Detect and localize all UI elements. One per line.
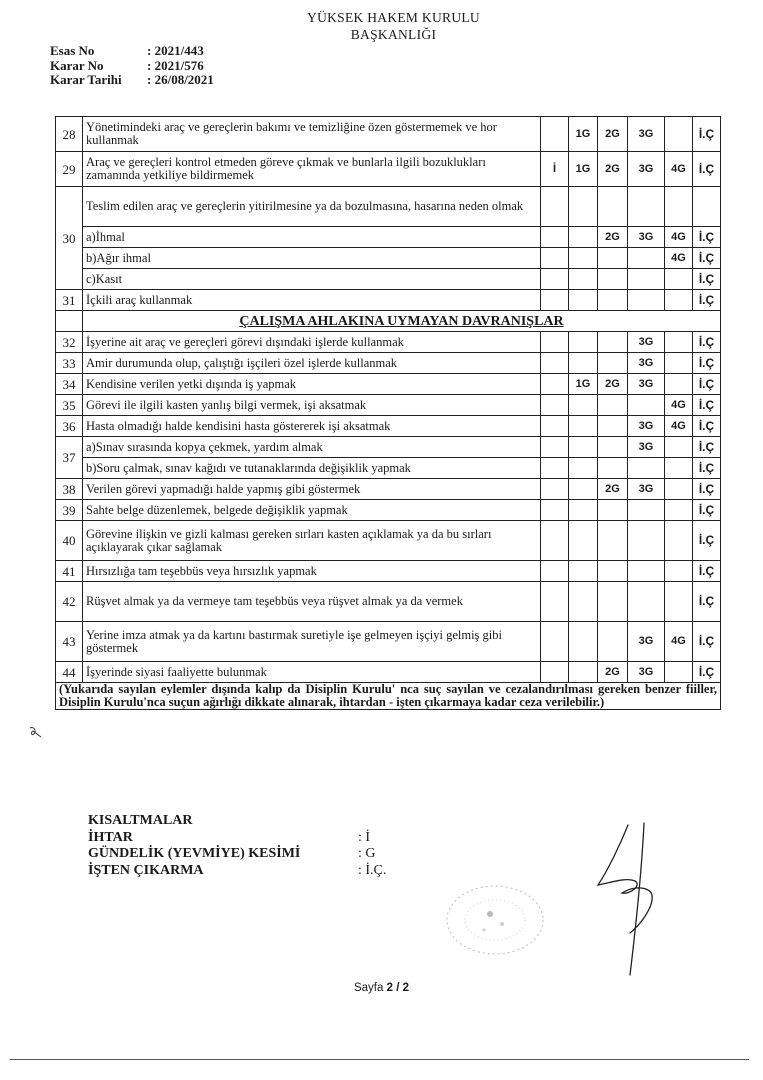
table-row: [56, 395, 721, 416]
penalty-cell: [569, 290, 598, 311]
penalty-cell: [598, 395, 628, 416]
row-description: b)Ağır ihmal: [83, 248, 541, 269]
row-description: b)Soru çalmak, sınav kağıdı ve tutanaklarında değişiklik yapmak: [83, 458, 541, 479]
penalty-cell: İ.Ç: [693, 374, 721, 395]
penalty-cell: İ.Ç: [693, 521, 721, 561]
penalty-cell: [541, 374, 569, 395]
penalty-cell: [541, 416, 569, 437]
penalty-cell: [665, 353, 693, 374]
penalty-cell: [541, 227, 569, 248]
penalty-cell: 2G: [598, 117, 628, 152]
table-row: [56, 152, 721, 187]
penalty-cell: 3G: [628, 353, 665, 374]
penalty-cell: İ.Ç: [693, 227, 721, 248]
row-number: 32: [56, 332, 83, 353]
penalty-cell: 3G: [628, 479, 665, 500]
penalty-cell: [665, 458, 693, 479]
row-description: Hasta olmadığı halde kendisini hasta göstererek işi aksatmak: [83, 416, 541, 437]
row-number: 43: [56, 622, 83, 662]
penalty-cell: [541, 248, 569, 269]
penalty-cell: [569, 332, 598, 353]
penalty-cell: 3G: [628, 152, 665, 187]
row-description: Amir durumunda olup, çalıştığı işçileri özel işlerde kullanmak: [83, 353, 541, 374]
penalty-cell: İ.Ç: [693, 269, 721, 290]
page-number: [0, 982, 763, 994]
faded-seal-icon: [440, 880, 550, 960]
row-description: Yerine imza atmak ya da kartını bastırmak suretiyle işe gelmeyen işçiyi gelmiş gibi göstermek: [83, 622, 541, 662]
row-description: Görevi ile ilgili kasten yanlış bilgi vermek, işi aksatmak: [83, 395, 541, 416]
penalty-cell: İ: [541, 152, 569, 187]
penalty-cell: 3G: [628, 332, 665, 353]
table-row: [56, 662, 721, 683]
row-number: 34: [56, 374, 83, 395]
section-heading: ÇALIŞMA AHLAKINA UYMAYAN DAVRANIŞLAR: [83, 311, 721, 332]
meta-row: [50, 44, 214, 59]
penalty-cell: [628, 521, 665, 561]
penalty-cell: [541, 622, 569, 662]
penalty-cell: [569, 561, 598, 582]
penalty-cell: İ.Ç: [693, 416, 721, 437]
penalty-cell: [665, 582, 693, 622]
penalty-cell: [665, 332, 693, 353]
table-row: [56, 353, 721, 374]
meta-value: : 26/08/2021: [147, 72, 214, 87]
penalty-table: [55, 116, 721, 710]
penalty-cell: [541, 582, 569, 622]
penalty-cell: [569, 500, 598, 521]
penalty-cell: [665, 437, 693, 458]
penalty-cell: İ.Ç: [693, 662, 721, 683]
penalty-cell: [541, 269, 569, 290]
penalty-cell: İ.Ç: [693, 458, 721, 479]
table-row: [56, 227, 721, 248]
row-description: c)Kasıt: [83, 269, 541, 290]
table-row: [56, 683, 721, 710]
penalty-cell: 4G: [665, 622, 693, 662]
abbreviation-value: : İ.Ç.: [358, 862, 387, 878]
penalty-cell: [628, 458, 665, 479]
penalty-cell: İ.Ç: [693, 248, 721, 269]
penalty-cell: İ.Ç: [693, 353, 721, 374]
abbreviation-key: İŞTEN ÇIKARMA: [88, 862, 204, 878]
row-description: Kendisine verilen yetki dışında iş yapmak: [83, 374, 541, 395]
penalty-cell: 3G: [628, 117, 665, 152]
penalty-cell: [598, 437, 628, 458]
table-row: [56, 479, 721, 500]
closing-note: (Yukarıda sayılan eylemler dışında kalıp da Disiplin Kurulu' nca suç sayılan ve cezalandırılması gereken benzer fiiller, Disiplin Kurulu'nca suçun ağırlığı dikkate alınarak, ihtardan - işten çıkarmaya kadar ceza verilebilir.): [56, 683, 721, 710]
penalty-cell: [628, 269, 665, 290]
penalty-cell: [628, 561, 665, 582]
penalty-cell: 4G: [665, 395, 693, 416]
row-number: 28: [56, 117, 83, 152]
page-label: Sayfa: [353, 982, 384, 994]
row-description: Görevine ilişkin ve gizli kalması gereken sırları kasten açıklamak ya da bu sırları açıklayarak çıkar sağlamak: [83, 521, 541, 561]
penalty-cell: [569, 269, 598, 290]
row-description: Teslim edilen araç ve gereçlerin yitirilmesine ya da bozulmasına, hasarına neden olmak: [83, 187, 541, 227]
meta-key: Esas No: [50, 43, 95, 58]
penalty-cell: [598, 269, 628, 290]
abbreviation-value: : İ: [358, 829, 371, 845]
penalty-cell: [665, 117, 693, 152]
page-separator: /: [396, 982, 400, 994]
table-row: [56, 374, 721, 395]
table-row: [56, 416, 721, 437]
table-row: [56, 561, 721, 582]
row-number: 35: [56, 395, 83, 416]
row-description: a)İhmal: [83, 227, 541, 248]
penalty-cell: [665, 269, 693, 290]
penalty-cell: [541, 187, 569, 227]
table-row: [56, 269, 721, 290]
meta-value: : 2021/443: [147, 43, 204, 58]
penalty-cell: [598, 187, 628, 227]
footer-divider: [10, 1059, 749, 1060]
row-description: Verilen görevi yapmadığı halde yapmış gibi göstermek: [83, 479, 541, 500]
penalty-cell: İ.Ç: [693, 582, 721, 622]
row-description: Araç ve gereçleri kontrol etmeden göreve çıkmak ve bunlarla ilgili bozuklukları zamanında yetkiliye bildirmemek: [83, 152, 541, 187]
meta-row: [50, 59, 214, 74]
penalty-cell: [569, 248, 598, 269]
penalty-cell: [569, 582, 598, 622]
page-current: 2: [386, 982, 393, 994]
penalty-cell: İ.Ç: [693, 395, 721, 416]
row-description: İşyerine ait araç ve gereçleri görevi dışındaki işlerde kullanmak: [83, 332, 541, 353]
penalty-cell: [541, 521, 569, 561]
row-number: 36: [56, 416, 83, 437]
penalty-cell: [541, 290, 569, 311]
penalty-cell: İ.Ç: [693, 479, 721, 500]
penalty-cell: [569, 521, 598, 561]
penalty-cell: 2G: [598, 374, 628, 395]
penalty-cell: [628, 248, 665, 269]
penalty-cell: 2G: [598, 479, 628, 500]
penalty-cell: [541, 479, 569, 500]
row-number: 39: [56, 500, 83, 521]
penalty-cell: 4G: [665, 416, 693, 437]
penalty-cell: [628, 187, 665, 227]
abbreviation-row: [88, 846, 386, 863]
penalty-cell: [541, 437, 569, 458]
table-row: [56, 248, 721, 269]
penalty-cell: İ.Ç: [693, 332, 721, 353]
penalty-cell: [628, 290, 665, 311]
penalty-cell: [569, 458, 598, 479]
penalty-cell: İ.Ç: [693, 500, 721, 521]
abbreviation-value: : G: [358, 846, 376, 861]
table-row: [56, 500, 721, 521]
abbreviation-key: İHTAR: [88, 829, 133, 845]
header-title: YÜKSEK HAKEM KURULU: [307, 10, 480, 25]
penalty-cell: 1G: [569, 117, 598, 152]
penalty-cell: [541, 662, 569, 683]
penalty-cell: [598, 500, 628, 521]
penalty-cell: 4G: [665, 227, 693, 248]
penalty-cell: 4G: [665, 248, 693, 269]
penalty-cell: [628, 395, 665, 416]
table-row: [56, 437, 721, 458]
signature-icon: [590, 815, 680, 985]
penalty-cell: İ.Ç: [693, 152, 721, 187]
row-number: 42: [56, 582, 83, 622]
penalty-cell: 3G: [628, 416, 665, 437]
penalty-cell: 2G: [598, 662, 628, 683]
penalty-cell: 3G: [628, 437, 665, 458]
row-number: 37: [56, 437, 83, 479]
penalty-cell: 2G: [598, 227, 628, 248]
penalty-cell: [541, 353, 569, 374]
table-row: [56, 290, 721, 311]
row-number: 33: [56, 353, 83, 374]
meta-key: Karar No: [50, 57, 104, 73]
penalty-cell: [665, 662, 693, 683]
table-row: [56, 117, 721, 152]
row-description: a)Sınav sırasında kopya çekmek, yardım almak: [83, 437, 541, 458]
table-row: [56, 332, 721, 353]
penalty-cell: [541, 500, 569, 521]
penalty-cell: [598, 332, 628, 353]
penalty-cell: [665, 561, 693, 582]
penalty-cell: [569, 479, 598, 500]
penalty-cell: [541, 332, 569, 353]
header-subtitle: BAŞKANLIĞI: [350, 27, 437, 42]
penalty-cell: [569, 227, 598, 248]
penalty-cell: [598, 521, 628, 561]
penalty-cell: [598, 353, 628, 374]
penalty-cell: 1G: [569, 152, 598, 187]
penalty-cell: 3G: [628, 227, 665, 248]
abbreviations-title: KISALTMALAR: [88, 813, 193, 828]
penalty-cell: İ.Ç: [693, 561, 721, 582]
penalty-cell: [665, 479, 693, 500]
penalty-cell: [598, 290, 628, 311]
penalty-cell: [569, 187, 598, 227]
penalty-cell: [628, 500, 665, 521]
penalty-cell: [598, 582, 628, 622]
penalty-cell: [541, 458, 569, 479]
penalty-cell: [598, 416, 628, 437]
penalty-cell: [598, 622, 628, 662]
table-row: [56, 582, 721, 622]
case-meta: [50, 44, 214, 88]
abbreviation-row: [88, 830, 386, 847]
row-description: Yönetimindeki araç ve gereçlerin bakımı ve temizliğine özen göstermemek ve hor kullanmak: [83, 117, 541, 152]
penalty-cell: [598, 561, 628, 582]
penalty-cell: [665, 521, 693, 561]
table-row: [56, 521, 721, 561]
penalty-cell: İ.Ç: [693, 622, 721, 662]
row-number: 44: [56, 662, 83, 683]
row-description: İçkili araç kullanmak: [83, 290, 541, 311]
penalty-cell: [569, 395, 598, 416]
penalty-cell: 1G: [569, 374, 598, 395]
penalty-cell: [693, 187, 721, 227]
abbreviation-key: GÜNDELİK (YEVMİYE) KESİMİ: [88, 846, 301, 861]
penalty-cell: 2G: [598, 152, 628, 187]
row-number: 29: [56, 152, 83, 187]
penalty-cell: [569, 437, 598, 458]
penalty-cell: [569, 416, 598, 437]
penalty-cell: İ.Ç: [693, 290, 721, 311]
abbreviations-block: [88, 813, 386, 879]
document-header: [0, 9, 763, 43]
row-number: 30: [56, 187, 83, 290]
penalty-cell: [541, 117, 569, 152]
penalty-cell: [628, 582, 665, 622]
table-row: [56, 187, 721, 227]
row-number: 31: [56, 290, 83, 311]
row-number: [56, 311, 83, 332]
abbreviation-row: [88, 863, 386, 880]
meta-key: Karar Tarihi: [50, 72, 122, 87]
page-total: 2: [402, 982, 410, 994]
table-row: [56, 311, 721, 332]
penalty-cell: İ.Ç: [693, 437, 721, 458]
penalty-cell: [541, 395, 569, 416]
meta-value: : 2021/576: [147, 57, 204, 73]
penalty-cell: [665, 187, 693, 227]
penalty-cell: 3G: [628, 622, 665, 662]
row-number: 41: [56, 561, 83, 582]
penalty-cell: [665, 374, 693, 395]
penalty-cell: [569, 353, 598, 374]
row-number: 38: [56, 479, 83, 500]
row-description: Sahte belge düzenlemek, belgede değişiklik yapmak: [83, 500, 541, 521]
table-row: [56, 622, 721, 662]
table-row: [56, 458, 721, 479]
row-number: 40: [56, 521, 83, 561]
penalty-cell: İ.Ç: [693, 117, 721, 152]
row-description: Rüşvet almak ya da vermeye tam teşebbüs veya rüşvet almak ya da vermek: [83, 582, 541, 622]
penalty-cell: [541, 561, 569, 582]
penalty-cell: 4G: [665, 152, 693, 187]
margin-mark-icon: [28, 725, 44, 739]
row-description: İşyerinde siyasi faaliyette bulunmak: [83, 662, 541, 683]
penalty-cell: [665, 290, 693, 311]
penalty-cell: 3G: [628, 374, 665, 395]
penalty-cell: [598, 458, 628, 479]
penalty-cell: [665, 500, 693, 521]
penalty-cell: [569, 662, 598, 683]
row-description: Hırsızlığa tam teşebbüs veya hırsızlık yapmak: [83, 561, 541, 582]
penalty-cell: [569, 622, 598, 662]
penalty-cell: 3G: [628, 662, 665, 683]
meta-row: [50, 73, 214, 88]
penalty-cell: [598, 248, 628, 269]
